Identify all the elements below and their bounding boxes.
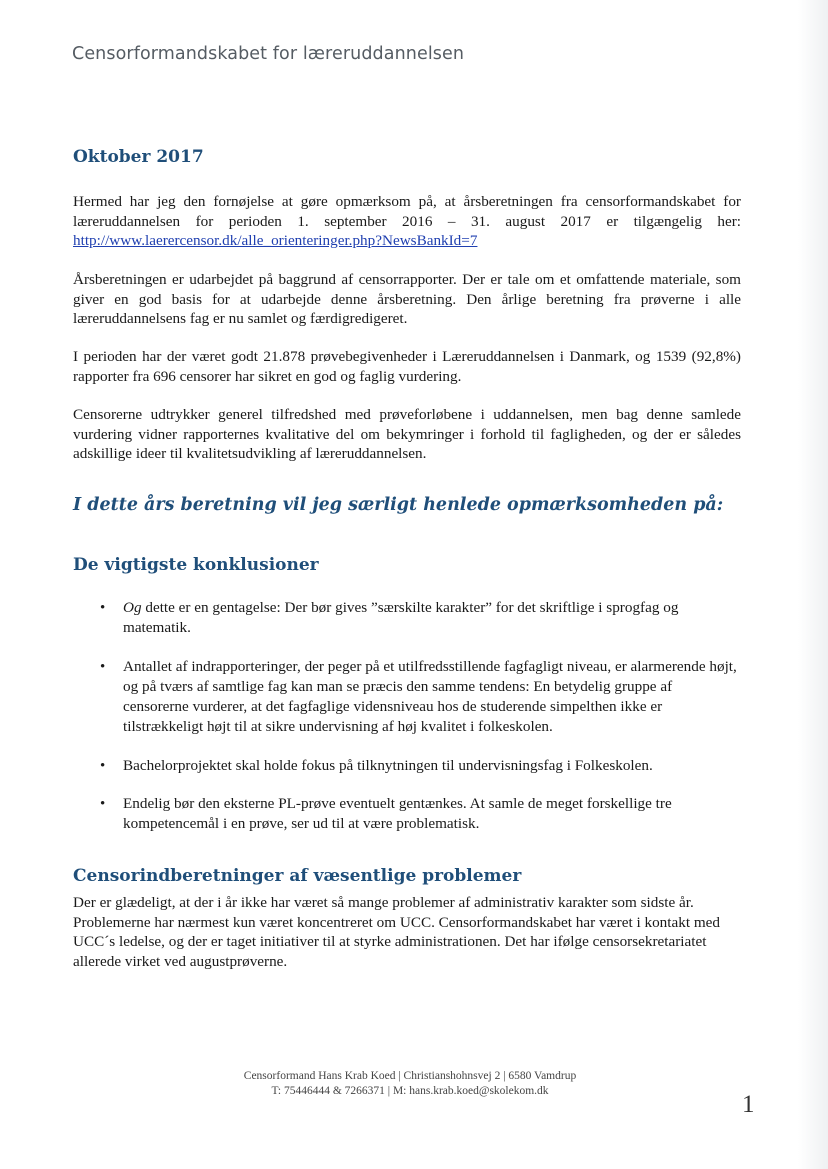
bullet-icon: • <box>100 659 106 675</box>
list-item-text: Endelig bør den eksterne PL-prøve eventuelt gentænkes. At samle de meget forskellige tre kompetencemål i en prøve, ser ud til at være problematisk. <box>123 795 672 832</box>
conclusions-list <box>100 598 740 853</box>
footer-phone-email: T: 75446444 & 7266371 | M: hans.krab.koed@skolekom.dk <box>271 1085 549 1097</box>
footer-contact <box>150 1069 670 1099</box>
organization-header: Censorformandskabet for læreruddannelsen <box>72 44 465 64</box>
paragraph-report-basis: Årsberetningen er udarbejdet på baggrund af censorrapporter. Der er tale om et omfattende materiale, som giver en god basis for at udarbejde denne årsberetning. Den årlige beretning fra prøverne i alle læreruddannelsens fag er nu samlet og færdigredigeret. <box>73 271 741 327</box>
paragraph-satisfaction: Censorerne udtrykker generel tilfredshed med prøveforløbene i uddannelsen, men bag denne samlede vurdering vidner rapporternes kvalitative del om bekymringer i forhold til fagligheden, og der er således adskillige ideer til kvalitetsudvikling af læreruddannelsen. <box>73 406 741 462</box>
list-item <box>100 657 740 737</box>
list-item <box>100 756 740 776</box>
conclusions-heading: De vigtigste konklusioner <box>73 555 319 575</box>
list-item <box>100 794 740 834</box>
report-link[interactable]: http://www.laerercensor.dk/alle_orienteringer.php?NewsBankId=7 <box>73 232 478 249</box>
list-item-text: Bachelorprojektet skal holde fokus på tilknytningen til undervisningsfag i Folkeskolen. <box>123 757 653 774</box>
attention-heading: I dette års beretning vil jeg særligt henlede opmærksomheden på: <box>73 495 724 515</box>
scan-edge-shadow <box>798 0 828 1169</box>
list-item <box>100 598 740 638</box>
bullet-icon: • <box>100 796 106 812</box>
bullet-icon: • <box>100 758 106 774</box>
intro-text: Hermed har jeg den fornøjelse at gøre opmærksom på, at årsberetningen fra censorformandskabet for læreruddannelsen for perioden 1. september 2016 – 31. august 2017 er tilgængelig her: <box>73 193 741 230</box>
intro-paragraph <box>73 192 741 251</box>
date-heading: Oktober 2017 <box>73 147 204 167</box>
list-item-text: Antallet af indrapporteringer, der peger på et utilfredsstillende fagfagligt niveau, er alarmerende højt, og på tværs af samtlige fag kan man se præcis den samme tendens: En betydelig gruppe af censorerne vurderer, at det fagfaglige vidensniveau hos de studerende simpelthen ikke er tilstrækkeligt højt til at sikre undervisning af høj kvalitet i folkeskolen. <box>123 658 737 735</box>
problems-heading: Censorindberetninger af væsentlige problemer <box>73 866 522 886</box>
paragraph-problems: Der er glædeligt, at der i år ikke har været så mange problemer af administrativ karakter som sidste år. Problemerne har nærmest kun været koncentreret om UCC. Censorformandskabet har været i kontakt med UCC´s ledelse, og der er taget initiativer til at styrke administrationen. Det har ifølge censorsekretariatet allerede virket ved augustprøverne. <box>73 894 720 970</box>
list-item-emphasis: Og <box>123 599 142 616</box>
list-item-text: dette er en gentagelse: Der bør gives ”særskilte karakter” for det skriftlige i sprogfag og matematik. <box>123 599 679 636</box>
page-number: 1 <box>742 1091 755 1118</box>
footer-address: Censorformand Hans Krab Koed | Christianshohnsvej 2 | 6580 Vamdrup <box>243 1070 577 1082</box>
bullet-icon: • <box>100 600 106 616</box>
paragraph-statistics: I perioden har der været godt 21.878 prøvebegivenheder i Læreruddannelsen i Danmark, og 1539 (92,8%) rapporter fra 696 censorer har sikret en god og faglig vurdering. <box>73 348 741 385</box>
